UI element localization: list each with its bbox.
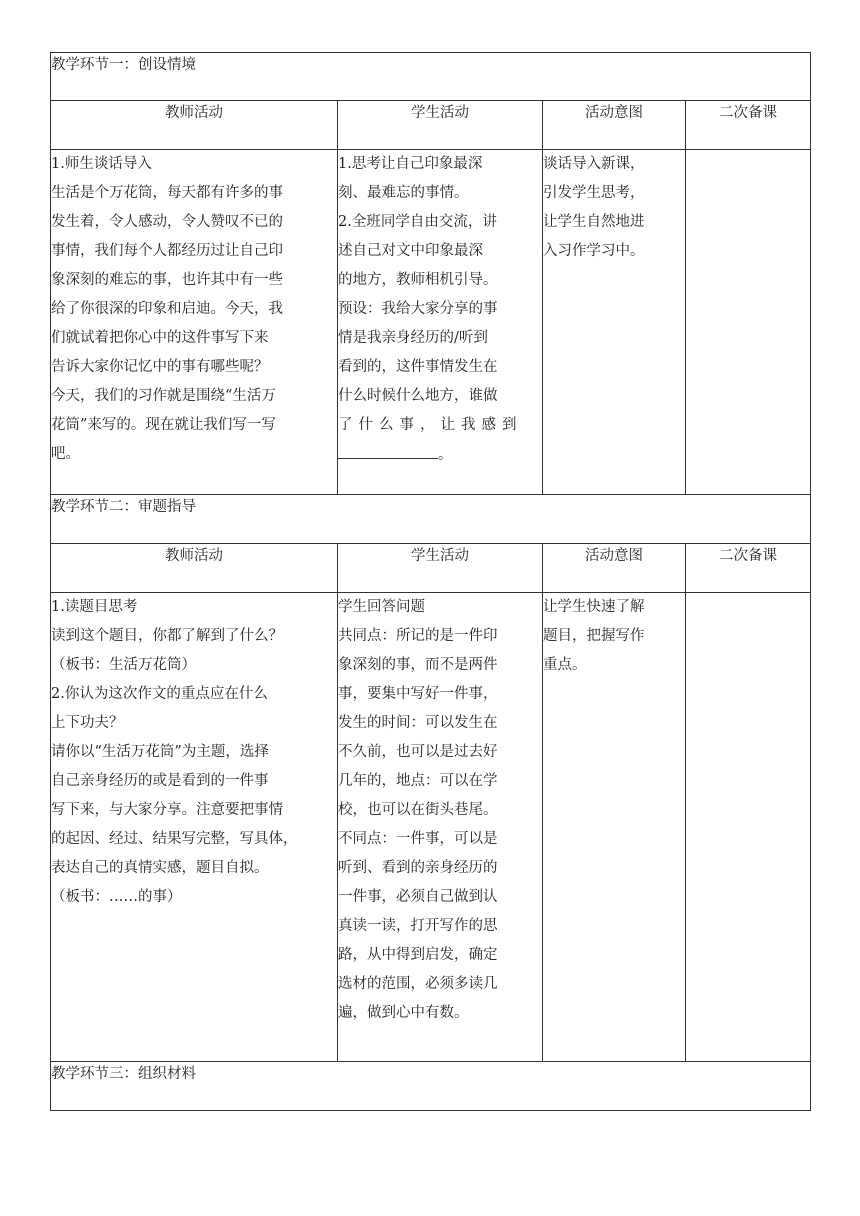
text-line: 入习作学习中。 — [543, 243, 645, 259]
text-line: 发生着，令人感动，令人赞叹不已的 — [51, 214, 283, 230]
stage2-activity-intent — [543, 593, 686, 1062]
header-student-activity: 学生活动 — [338, 544, 543, 593]
text-line: 让学生自然地进 — [543, 214, 645, 230]
header-activity-intent: 活动意图 — [543, 101, 686, 150]
text-line: 学生回答问题 — [338, 599, 425, 615]
stage2-title-row — [51, 495, 811, 544]
text-line: 事，要集中写好一件事， — [338, 686, 498, 702]
stage3-title: 教学环节三：组织材料 — [51, 1062, 811, 1111]
text-line: 重点。 — [543, 657, 587, 673]
header-student-activity: 学生活动 — [338, 101, 543, 150]
stage1-teacher-activity — [51, 150, 338, 495]
text-line: 表达自己的真情实感，题目自拟。 — [51, 860, 269, 876]
stage1-title-row — [51, 53, 811, 101]
text-line: 选材的范围，必须多读几 — [338, 976, 498, 992]
text-line: 真读一读，打开写作的思 — [338, 918, 498, 934]
text-line: （板书：生活万花筒） — [51, 657, 196, 673]
text-line: 的地方，教师相机引导。 — [338, 272, 498, 288]
text-line: 什么时候什么地方，谁做 — [338, 388, 498, 404]
stage2-student-activity — [338, 593, 543, 1062]
text-line: 2.全班同学自由交流，讲 — [338, 214, 497, 230]
text-line: 1.读题目思考 — [51, 599, 138, 615]
text-line: 几年的，地点：可以在学 — [338, 773, 498, 789]
lesson-plan-table — [50, 52, 811, 1111]
fill-blank — [338, 440, 438, 459]
text-line: 了什么事，让我感到 — [338, 417, 523, 433]
text-line: 事情，我们每个人都经历过让自己印 — [51, 243, 283, 259]
text-line: 今天，我们的习作就是围绕“生活万 — [51, 388, 276, 404]
text-line: 看到的，这件事情发生在 — [338, 359, 498, 375]
stage1-title: 教学环节一：创设情境 — [51, 53, 811, 101]
text-line: 述自己对文中印象最深 — [338, 243, 483, 259]
text-line: 的起因、经过、结果写完整，写具体， — [51, 831, 298, 847]
stage1-activity-intent — [543, 150, 686, 495]
text-line: 发生的时间：可以发生在 — [338, 715, 498, 731]
stage1-content-row — [51, 150, 811, 495]
text-line: 生活是个万花筒，每天都有许多的事 — [51, 185, 283, 201]
text-line: 吧。 — [51, 446, 80, 462]
text-line: 共同点：所记的是一件印 — [338, 628, 498, 644]
text-line: 遍，做到心中有数。 — [338, 1005, 469, 1021]
text-line: 读到这个题目，你都了解到了什么？ — [51, 628, 283, 644]
text-line: 谈话导入新课， — [543, 156, 645, 172]
text-line: 给了你很深的印象和启迪。今天，我 — [51, 301, 283, 317]
stage3-title-row — [51, 1062, 811, 1111]
text-line: 们就试着把你心中的这件事写下来 — [51, 330, 269, 346]
blank-suffix: 。 — [438, 447, 453, 463]
text-line: 题目，把握写作 — [543, 628, 645, 644]
text-line: 上下功夫？ — [51, 715, 124, 731]
stage2-second-prep — [686, 593, 811, 1062]
text-line: 预设：我给大家分享的事 — [338, 301, 498, 317]
stage2-title: 教学环节二：审题指导 — [51, 495, 811, 544]
header-teacher-activity: 教师活动 — [51, 544, 338, 593]
text-line: 不同点：一件事，可以是 — [338, 831, 498, 847]
text-line: 一件事，必须自己做到认 — [338, 889, 498, 905]
stage1-second-prep — [686, 150, 811, 495]
text-line: 刻、最难忘的事情。 — [338, 185, 469, 201]
header-second-prep: 二次备课 — [686, 101, 811, 150]
stage1-student-activity — [338, 150, 543, 495]
text-line: 不久前，也可以是过去好 — [338, 744, 498, 760]
text-line: 1.思考让自己印象最深 — [338, 156, 483, 172]
header-activity-intent: 活动意图 — [543, 544, 686, 593]
stage2-header-row — [51, 544, 811, 593]
fill-blank-line — [338, 440, 542, 470]
text-line: 告诉大家你记忆中的事有哪些呢？ — [51, 359, 269, 375]
text-line: 写下来，与大家分享。注意要把事情 — [51, 802, 283, 818]
stage2-teacher-activity — [51, 593, 338, 1062]
text-line: 自己亲身经历的或是看到的一件事 — [51, 773, 269, 789]
header-teacher-activity: 教师活动 — [51, 101, 338, 150]
header-second-prep: 二次备课 — [686, 544, 811, 593]
text-line: （板书：……的事） — [51, 889, 182, 905]
text-line: 2.你认为这次作文的重点应在什么 — [51, 686, 268, 702]
text-line: 1.师生谈话导入 — [51, 156, 152, 172]
text-line: 花筒”来写的。现在就让我们写一写 — [51, 417, 276, 433]
text-line: 请你以“生活万花筒”为主题，选择 — [51, 744, 269, 760]
text-line: 象深刻的事，而不是两件 — [338, 657, 498, 673]
text-line: 让学生快速了解 — [543, 599, 645, 615]
stage2-content-row — [51, 593, 811, 1062]
text-line: 路，从中得到启发，确定 — [338, 947, 498, 963]
text-line: 象深刻的难忘的事，也许其中有一些 — [51, 272, 283, 288]
text-line: 引发学生思考， — [543, 185, 645, 201]
text-line: 听到、看到的亲身经历的 — [338, 860, 498, 876]
text-line: 情是我亲身经历的/听到 — [338, 330, 488, 346]
text-line: 校，也可以在街头巷尾。 — [338, 802, 498, 818]
stage1-header-row — [51, 101, 811, 150]
